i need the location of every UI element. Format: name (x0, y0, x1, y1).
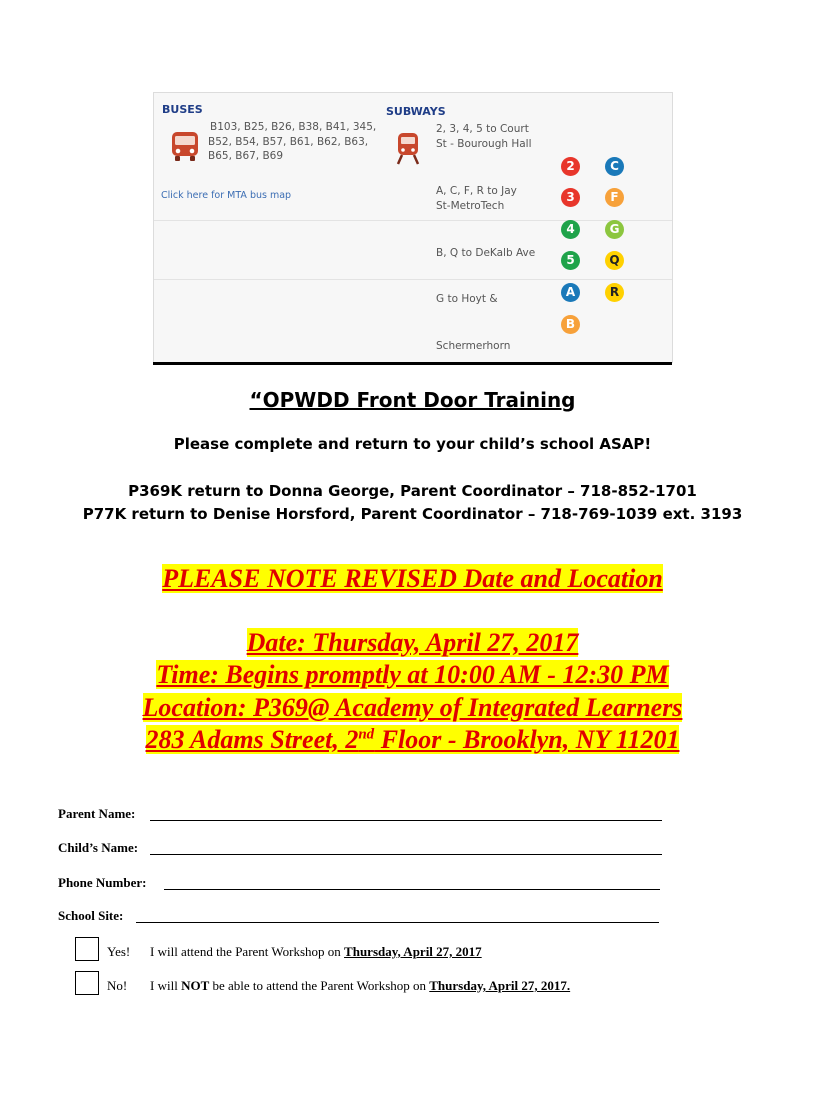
revised-notice-text: PLEASE NOTE REVISED Date and Location (162, 564, 663, 593)
child-name-field[interactable] (150, 854, 662, 855)
no-option-text (150, 978, 570, 994)
subway-line-badge: R (605, 283, 624, 302)
subway-line-badge: Q (605, 251, 624, 270)
divider (154, 220, 672, 221)
subway-line-badge: G (605, 220, 624, 239)
yes-label: Yes! (107, 944, 131, 959)
subway-line-badge: 2 (561, 157, 580, 176)
no-emphasis: NOT (181, 978, 210, 993)
subway-stop-court-st-cont: St - Bourough Hall (436, 138, 532, 150)
no-text: I will (150, 978, 182, 993)
subway-stop-court-st: 2, 3, 4, 5 to Court (436, 123, 529, 135)
bus-routes-line: B52, B54, B57, B61, B62, B63, (208, 136, 369, 148)
transit-info-panel (153, 92, 673, 363)
no-checkbox[interactable] (75, 971, 99, 995)
no-date: Thursday, April 27, 2017. (429, 978, 571, 993)
school-site-field[interactable] (136, 922, 659, 923)
address-part: Floor - Brooklyn, NY 11201 (374, 725, 680, 754)
subway-line-badge: 5 (561, 251, 580, 270)
phone-number-label: Phone Number: (58, 875, 147, 890)
subway-stop-jay-st-cont: St-MetroTech (436, 200, 505, 212)
subway-line-badge: C (605, 157, 624, 176)
event-location (0, 693, 825, 723)
subway-line-badge: B (561, 315, 580, 334)
page-title: “OPWDD Front Door Training (249, 388, 576, 412)
subway-line-badge: 4 (561, 220, 580, 239)
event-location-text: Location: P369@ Academy of Integrated Learners (142, 693, 683, 722)
bus-icon (170, 129, 200, 167)
event-address (0, 725, 825, 755)
parent-name-field[interactable] (150, 820, 662, 821)
subway-stop-schermerhorn: Schermerhorn (436, 340, 511, 352)
subways-heading: SUBWAYS (386, 105, 446, 118)
contact-p77k: P77K return to Denise Horsford, Parent Coordinator – 718-769-1039 ext. 3193 (82, 505, 743, 523)
event-time (0, 660, 825, 690)
event-date (0, 628, 825, 658)
yes-option-text (150, 944, 482, 960)
parent-name-label: Parent Name: (58, 806, 136, 821)
yes-checkbox[interactable] (75, 937, 99, 961)
event-address-text (146, 725, 680, 754)
yes-date: Thursday, April 27, 2017 (344, 944, 482, 959)
address-part: 283 Adams Street, 2 (145, 725, 359, 754)
yes-text: I will attend the Parent Workshop on (150, 944, 345, 959)
subway-stop-hoyt: G to Hoyt & (436, 293, 498, 305)
instructions: Please complete and return to your child’s school ASAP! (173, 435, 652, 453)
contact-p369k: P369K return to Donna George, Parent Coordinator – 718-852-1701 (128, 482, 697, 500)
event-date-text: Date: Thursday, April 27, 2017 (246, 628, 579, 657)
subway-stop-dekalb: B, Q to DeKalb Ave (436, 247, 536, 259)
buses-heading: BUSES (162, 103, 203, 116)
phone-number-field[interactable] (164, 889, 660, 890)
no-label: No! (107, 978, 128, 993)
subway-line-badge: F (605, 188, 624, 207)
revised-notice (0, 564, 825, 594)
subway-stop-jay-st: A, C, F, R to Jay (436, 185, 517, 197)
section-divider (153, 362, 672, 365)
divider (154, 279, 672, 280)
no-text: be able to attend the Parent Workshop on (209, 978, 430, 993)
child-name-label: Child’s Name: (58, 840, 139, 855)
subway-line-badge: 3 (561, 188, 580, 207)
subway-train-icon (396, 131, 420, 170)
bus-routes-line: B103, B25, B26, B38, B41, 345, (210, 121, 377, 133)
event-time-text: Time: Begins promptly at 10:00 AM - 12:30 PM (156, 660, 669, 689)
address-ordinal: nd (358, 726, 375, 743)
mta-bus-map-link[interactable]: Click here for MTA bus map (161, 190, 292, 201)
subway-line-badge: A (561, 283, 580, 302)
school-site-label: School Site: (58, 908, 124, 923)
bus-routes-line: B65, B67, B69 (208, 150, 284, 162)
